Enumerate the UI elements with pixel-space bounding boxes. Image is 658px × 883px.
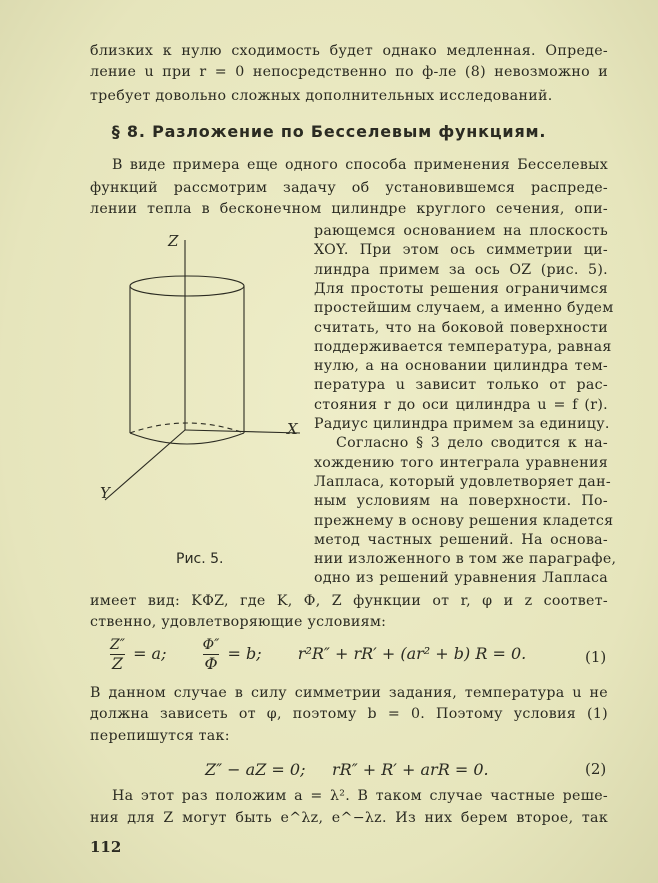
text-line: пература u зависит только от рас-: [314, 377, 608, 394]
equation-part: = b;: [227, 644, 262, 663]
fraction-numerator: Z″: [110, 637, 125, 653]
text-line: линдра примем за ось OZ (рис. 5).: [314, 261, 608, 278]
text-line: ление u при r = 0 непосредственно по ф-ле (8) невозможно и: [90, 64, 608, 80]
equation-2-right: rR″ + R′ + arR = 0.: [332, 760, 489, 779]
axis-label-y: Y: [100, 484, 110, 502]
text-line: В данном случае в силу симметрии задания, температура u не: [90, 685, 608, 701]
fraction-denominator: Φ: [204, 654, 218, 673]
cylinder-figure: [90, 230, 320, 530]
cylinder-top: [130, 276, 244, 296]
equation-part: = a;: [133, 644, 167, 663]
text-line: имеет вид: KΦZ, где K, Φ, Z функции от r, φ и z соответ-: [90, 593, 608, 609]
text-line: стояния r до оси цилиндра u = f (r).: [314, 396, 608, 413]
axis-label-x: X: [287, 420, 298, 438]
text-line: должна зависеть от φ, поэтому b = 0. Поэтому условия (1): [90, 706, 608, 722]
text-line: нии изложенного в том же параграфе,: [314, 551, 617, 568]
text-line: простейшим случаем, а именно будем: [314, 300, 614, 317]
text-line: ния для Z могут быть e^λz, e^−λz. Из них берем второе, так: [90, 810, 608, 826]
equation-2-left: Z″ − aZ = 0;: [205, 760, 306, 779]
text-line: поддерживается температура, равная: [314, 338, 612, 355]
text-line: Согласно § 3 дело сводится к на-: [336, 435, 608, 452]
text-line: Для простоты решения ограничимся: [314, 280, 608, 297]
text-line: В виде примера еще одного способа применения Бесселевых: [112, 157, 608, 173]
text-line: одно из решений уравнения Лапласа: [314, 570, 608, 587]
text-line: требует довольно сложных дополнительных исследований.: [90, 88, 553, 104]
text-line: Радиус цилиндра примем за единицу.: [314, 416, 610, 432]
equation-number: (1): [585, 648, 607, 666]
text-line: перепишутся так:: [90, 728, 230, 744]
text-line: рающемся основанием на плоскость: [314, 223, 608, 239]
text-line: близких к нулю сходимость будет однако медленная. Опреде-: [90, 43, 608, 59]
axis-label-z: Z: [168, 232, 179, 250]
cylinder-base-front: [130, 433, 244, 444]
figure-caption: Рис. 5.: [176, 551, 224, 567]
equation-part: r²R″ + rR′ + (ar² + b) R = 0.: [297, 644, 527, 663]
text-line: нулю, а на основании цилиндра тем-: [314, 358, 608, 375]
x-axis-line: [185, 430, 300, 433]
page-number: 112: [90, 838, 122, 856]
text-line: ным условиям на поверхности. По-: [314, 493, 608, 510]
text-line: лении тепла в бесконечном цилиндре круглого сечения, опи-: [90, 201, 608, 217]
text-line: функций рассмотрим задачу об установившемся распреде-: [90, 180, 608, 196]
text-line: прежнему в основу решения кладется: [314, 512, 614, 529]
fraction-denominator: Z: [111, 654, 124, 673]
section-title: § 8. Разложение по Бесселевым функциям.: [111, 122, 547, 141]
text-line: На этот раз положим a = λ². В таком случае частные реше-: [112, 788, 608, 804]
text-line: Лапласа, который удовлетворяет дан-: [314, 473, 611, 490]
text-line: метод частных решений. На основа-: [314, 531, 608, 548]
equation-number: (2): [585, 760, 607, 778]
equation-1: [110, 636, 526, 673]
fraction-numerator: Φ″: [202, 637, 220, 653]
text-line: считать, что на боковой поверхности: [314, 319, 608, 336]
text-line: ственно, удовлетворяющие условиям:: [90, 614, 387, 630]
y-axis-line: [105, 430, 185, 500]
text-line: XOY. При этом ось симметрии ци-: [314, 242, 608, 259]
text-line: хождению того интеграла уравнения: [314, 454, 608, 471]
